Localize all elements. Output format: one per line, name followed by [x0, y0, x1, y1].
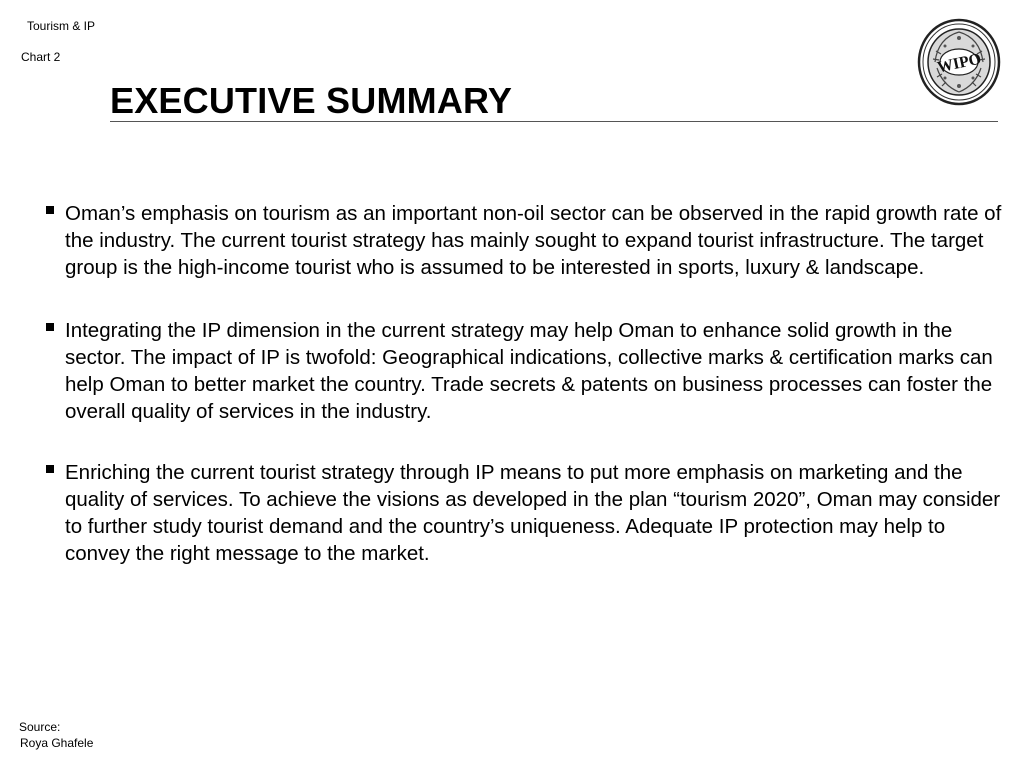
header-topic: Tourism & IP — [27, 19, 96, 33]
bullet-text: Integrating the IP dimension in the current strategy may help Oman to enhance solid growth in the sector. The impact of IP is twofold: Geographical indications, collective marks & certification marks can help Oman to better market the country. Trade secrets & patents on business processes can foster the overall quality of services in the industry. — [65, 319, 993, 423]
bullet-text: Oman’s emphasis on tourism as an important non-oil sector can be observed in the rapid growth rate of the industry. The current tourist strategy has mainly sought to expand tourist infrastructure. The target group is the high-income tourist who is assumed to be interested in sports, luxury & landscape. — [65, 202, 1002, 279]
list-item — [46, 317, 1006, 425]
list-item — [46, 200, 1006, 281]
square-bullet-icon — [46, 323, 54, 331]
bullet-text: Enriching the current tourist strategy through IP means to put more emphasis on marketing and the quality of services. To achieve the visions as developed in the plan “tourism 2020”, Oman may consider to further study tourist demand and the country’s uniqueness. Adequate IP protection may help to convey the right message to the market. — [65, 461, 1001, 565]
list-item — [46, 459, 1006, 567]
wipo-emblem-icon — [915, 16, 1003, 108]
source-name: Roya Ghafele — [20, 736, 94, 750]
wipo-emblem-text: WIPO — [935, 50, 983, 77]
summary-bullet-list — [46, 200, 1006, 603]
square-bullet-icon — [46, 206, 54, 214]
page-title: EXECUTIVE SUMMARY — [110, 80, 513, 121]
source-label: Source: — [19, 720, 61, 734]
square-bullet-icon — [46, 465, 54, 473]
title-divider — [110, 121, 998, 122]
header-chart-label: Chart 2 — [21, 50, 61, 64]
source-note — [19, 719, 93, 751]
